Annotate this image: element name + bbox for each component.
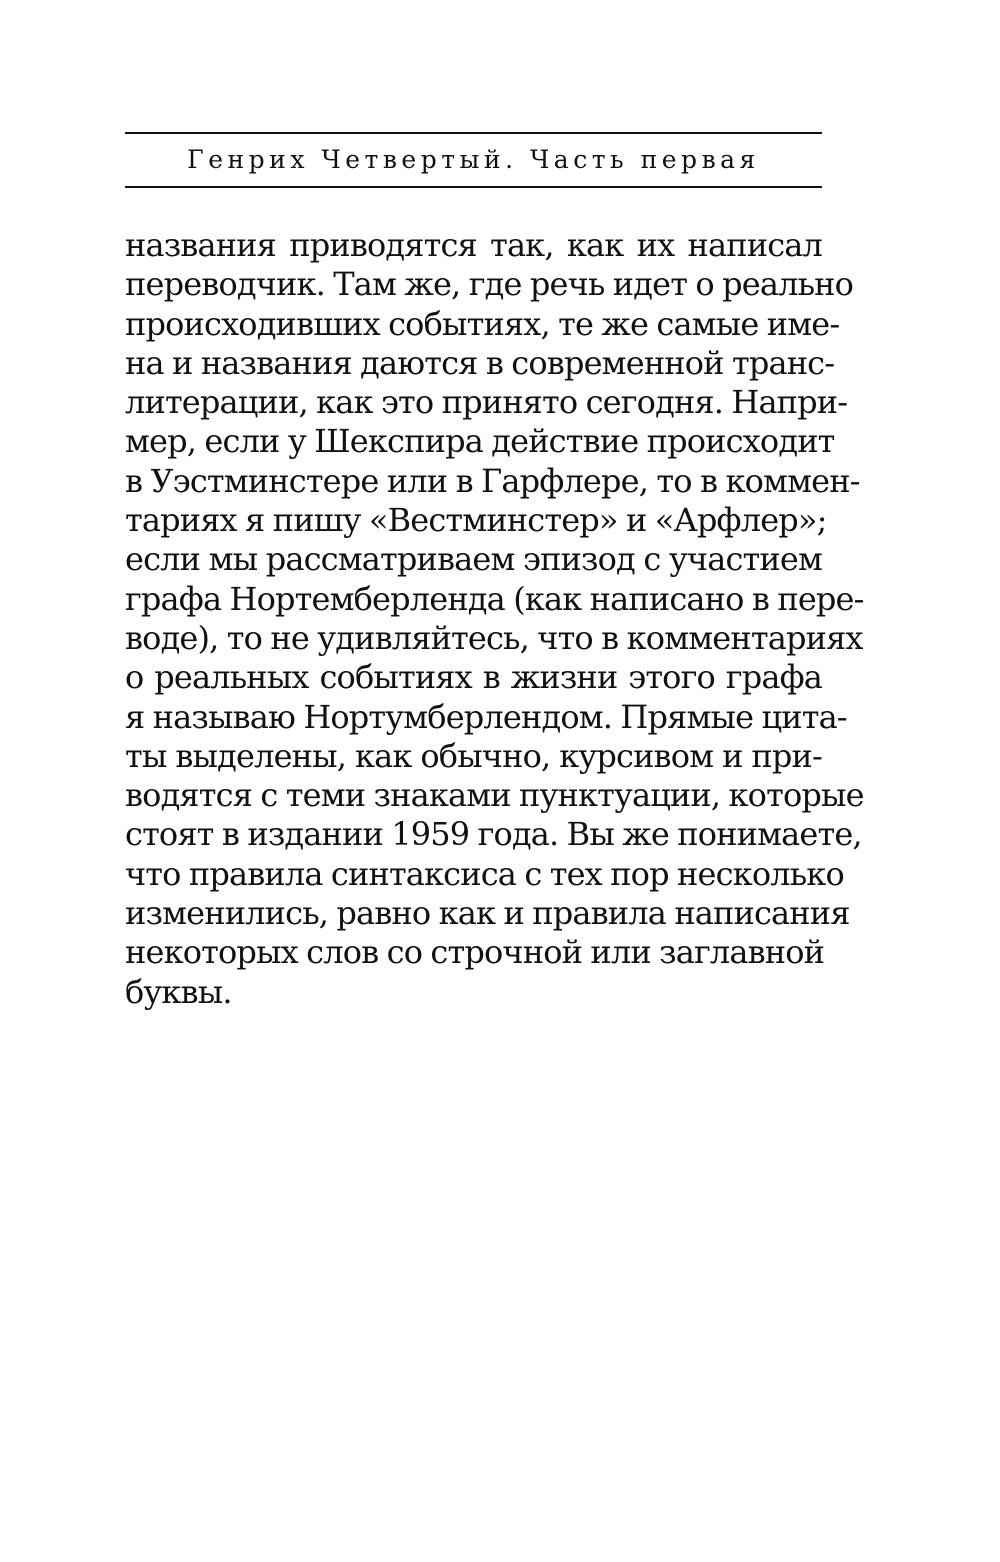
text-line: некоторых слов со строчной или заглавной xyxy=(125,933,825,972)
text-line: происходивших событиях, те же самые име- xyxy=(125,304,840,343)
body-paragraph xyxy=(125,226,864,1012)
text-line: если мы рассматриваем эпизод с участием xyxy=(125,540,822,579)
text-line: о реальных событиях в жизни этого графа xyxy=(125,658,822,697)
text-line: ты выделены, как обычно, курсивом и при- xyxy=(125,736,822,775)
text-line: на и названия даются в современной транс- xyxy=(125,343,835,382)
text-line: названия приводятся так, как их написал xyxy=(125,226,822,264)
text-line: в Уэстминстере или в Гарфлере, то в коммен- xyxy=(125,461,860,500)
text-line: водятся с теми знаками пунктуации, которые xyxy=(125,776,864,815)
running-head-title: Генрих Четвертый. Часть первая xyxy=(187,145,760,174)
running-head xyxy=(125,132,822,188)
text-line-last: буквы. xyxy=(125,972,232,1011)
text-line: тариях я пишу «Вестминстер» и «Арфлер»; xyxy=(125,501,827,540)
text-line: изменились, равно как и правила написания xyxy=(125,894,850,933)
text-line: литерации, как это принято сегодня. Напри- xyxy=(125,383,848,422)
text-line: я называю Нортумберлендом. Прямые цита- xyxy=(125,697,847,736)
text-line: стоят в издании 1959 года. Вы же понимаете, xyxy=(125,815,862,854)
text-line: мер, если у Шекспира действие происходит xyxy=(125,422,835,461)
text-line: воде), то не удивляйтесь, что в комментариях xyxy=(125,618,863,657)
text-line: переводчик. Там же, где речь идет о реально xyxy=(125,265,854,304)
text-line: графа Нортемберленда (как написано в пере- xyxy=(125,579,864,618)
text-line: что правила синтаксиса с тех пор несколько xyxy=(125,854,844,893)
